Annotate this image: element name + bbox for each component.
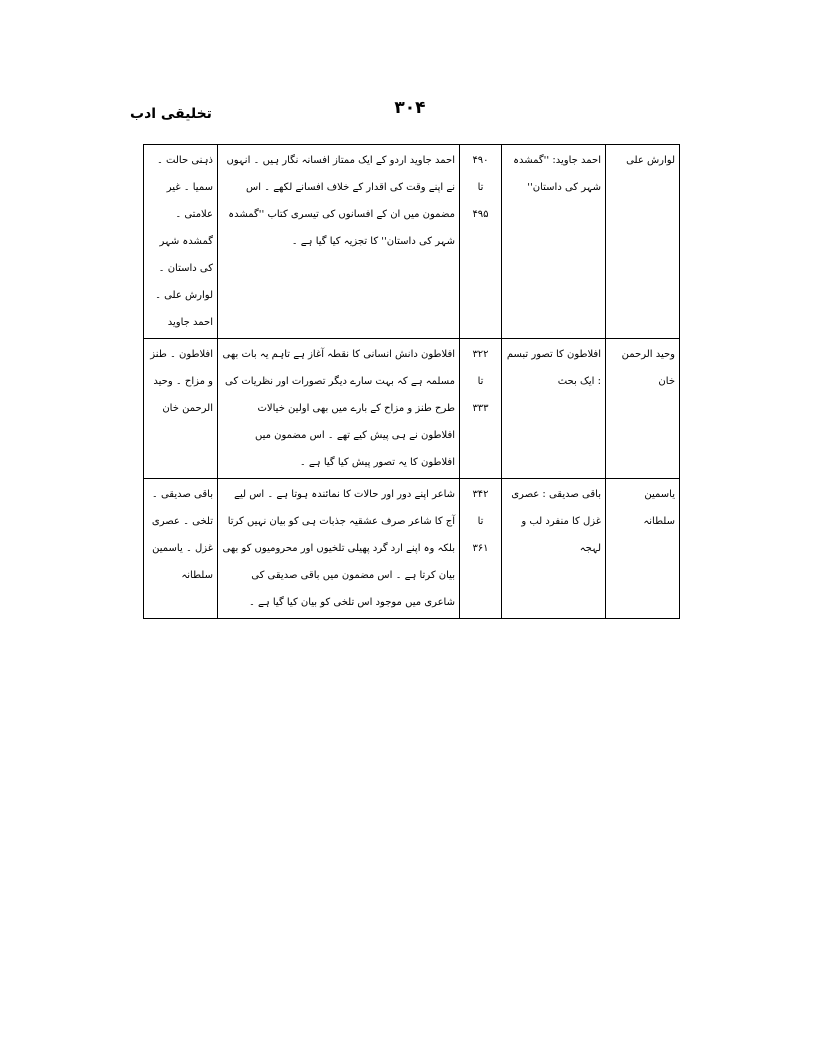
title-cell: باقی صدیقی : عصری غزل کا منفرد لب و لہجہ xyxy=(502,479,606,619)
summary-cell: احمد جاوید اردو کے ایک ممتاز افسانہ نگار ہیں ۔ انہوں نے اپنے وقت کی اقدار کے خلاف افسانے لکھے ۔ اس مضمون میں ان کے افسانوں کی تیسری کتاب ''گمشدہ شہر کی داستان'' کا تجزیہ کیا گیا ہے ۔ xyxy=(218,145,460,339)
page-from: ۳۴۲ xyxy=(472,489,489,500)
table-row xyxy=(144,339,680,479)
summary-cell: افلاطون دانش انسانی کا نقطہ آغاز ہے تاہم یہ بات بھی مسلمہ ہے کہ بہت سارے دیگر تصورات اور نظریات کی طرح طنز و مزاح کے بارے میں بھی اولین خیالات افلاطون نے ہی پیش کیے تھے ۔ اس مضمون میں افلاطون کا یہ تصور پیش کیا گیا ہے ۔ xyxy=(218,339,460,479)
page-to-word: تا xyxy=(477,182,484,193)
page-from: ۴۹۰ xyxy=(472,155,489,166)
page-to-word: تا xyxy=(477,376,484,387)
table-row xyxy=(144,479,680,619)
author-cell: لوارش علی xyxy=(606,145,680,339)
table-row xyxy=(144,145,680,339)
pages-cell xyxy=(460,339,502,479)
page-to: ۳۳۳ xyxy=(472,403,489,414)
keywords-cell: باقی صدیقی ۔ تلخی ۔ عصری غزل ۔ یاسمین سلطانہ xyxy=(144,479,218,619)
pages-cell xyxy=(460,145,502,339)
summary-cell: شاعر اپنے دور اور حالات کا نمائندہ ہوتا ہے ۔ اس لیے آج کا شاعر صرف عشقیہ جذبات ہی کو بیان نہیں کرتا بلکہ وہ اپنے ارد گرد پھیلی تلخیوں اور محرومیوں کو بھی بیان کرتا ہے ۔ اس مضمون میں باقی صدیقی کی شاعری میں موجود اس تلخی کو بیان کیا گیا ہے ۔ xyxy=(218,479,460,619)
journal-name: تخلیقی ادب xyxy=(130,106,212,122)
title-cell: افلاطون کا تصور تبسم : ایک بحث xyxy=(502,339,606,479)
author-cell: یاسمین سلطانہ xyxy=(606,479,680,619)
article-index-table xyxy=(143,144,680,619)
page-to: ۴۹۵ xyxy=(472,209,489,220)
page-to: ۳۶۱ xyxy=(472,543,489,554)
keywords-cell: افلاطون ۔ طنز و مزاح ۔ وحید الرحمن خان xyxy=(144,339,218,479)
author-cell: وحید الرحمن خان xyxy=(606,339,680,479)
pages-cell xyxy=(460,479,502,619)
title-cell: احمد جاوید: ''گمشدہ شہر کی داستان'' xyxy=(502,145,606,339)
page-to-word: تا xyxy=(477,516,484,527)
page-from: ۳۲۲ xyxy=(472,349,489,360)
page-number: ۳۰۴ xyxy=(394,98,426,118)
keywords-cell: ذہنی حالت ۔ سمیا ۔ غیر علامتی ۔ گمشدہ شہر کی داستان ۔ لوارش علی ۔ احمد جاوید xyxy=(144,145,218,339)
